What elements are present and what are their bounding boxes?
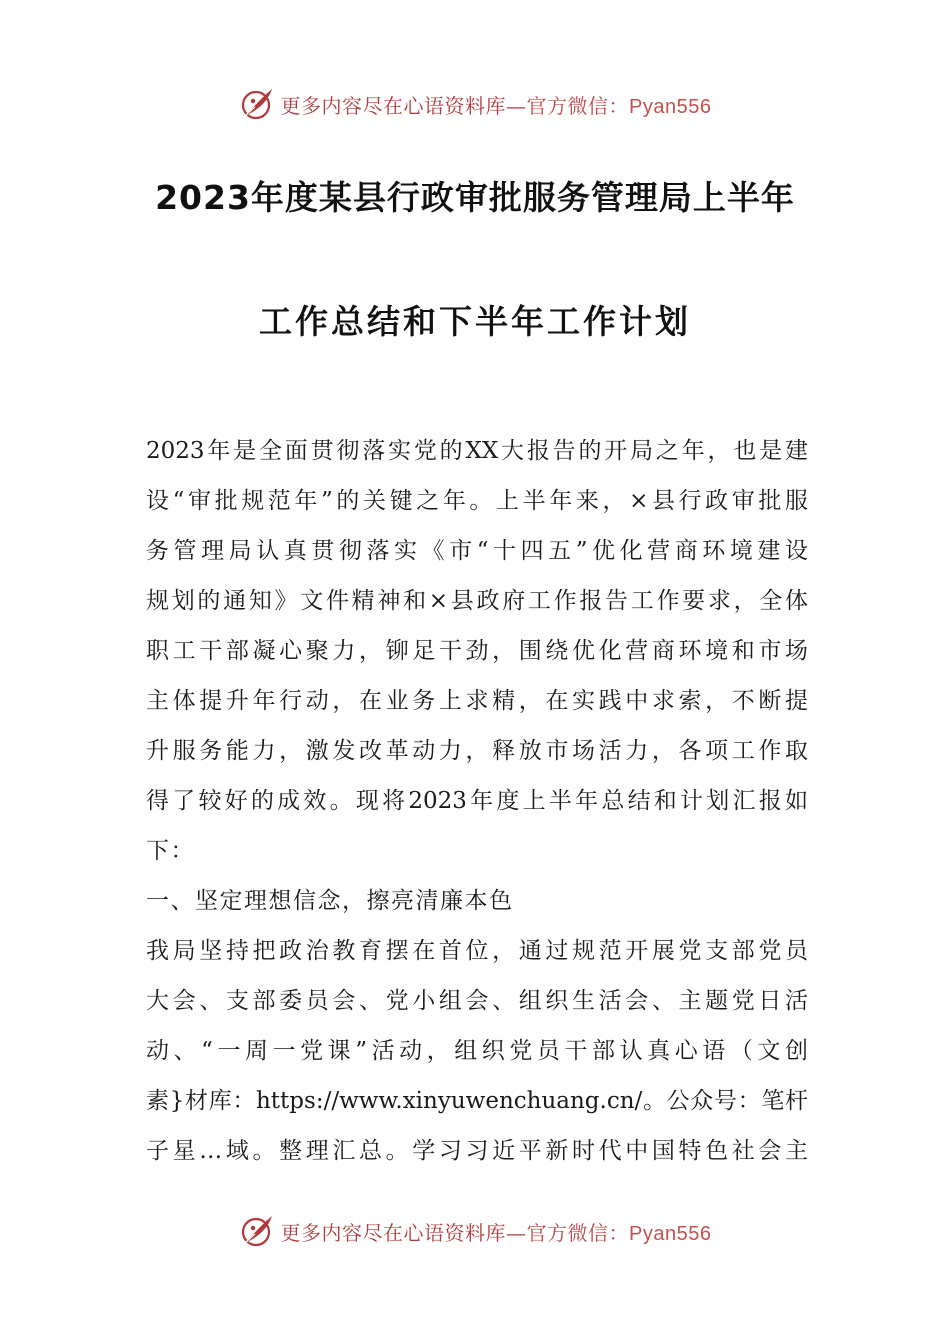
banner-slogan: 更多内容尽在心语资料库: [280, 93, 507, 118]
document-title-line-1: 2023年度某县行政审批服务管理局上半年: [155, 178, 795, 217]
banner-wechat-id: Pyan556: [629, 95, 712, 118]
banner-wechat-id: Pyan556: [629, 1222, 712, 1245]
banner-text: [281, 90, 712, 119]
body-line: 设“审批规范年”的关键之年。上半年来，×县行政审批服: [146, 488, 808, 514]
section-heading: 一、坚定理想信念，擦亮清廉本色: [146, 888, 514, 914]
body-line: 职工干部凝心聚力，铆足干劲，围绕优化营商环境和市场: [146, 638, 808, 664]
body-line: 下：: [146, 838, 195, 864]
banner-separator: —: [506, 1220, 527, 1245]
banner-wechat-label: 官方微信：: [526, 1220, 630, 1245]
body-line: 规划的通知》文件精神和×县政府工作报告工作要求，全体: [146, 588, 808, 614]
header-banner: [0, 84, 950, 124]
body-line: 主体提升年行动，在业务上求精，在实践中求索，不断提: [146, 688, 808, 714]
banner-text: [281, 1217, 712, 1246]
body-line: 大会、支部委员会、党小组会、组织生活会、主题党日活: [146, 988, 808, 1014]
quill-pen-icon: [239, 86, 275, 122]
quill-pen-icon: [239, 1213, 275, 1249]
banner-wechat-label: 官方微信：: [526, 93, 630, 118]
body-line: 2023年是全面贯彻落实党的XX大报告的开局之年，也是建: [146, 438, 808, 464]
body-line: 得了较好的成效。现将2023年度上半年总结和计划汇报如: [146, 788, 808, 814]
body-line: 升服务能力，激发改革动力，释放市场活力，各项工作取: [146, 738, 808, 764]
banner-slogan: 更多内容尽在心语资料库: [280, 1220, 507, 1245]
body-line: 动、“一周一党课”活动，组织党员干部认真心语（文创: [146, 1038, 808, 1064]
body-line: 子星…域。整理汇总。学习习近平新时代中国特色社会主: [146, 1138, 808, 1164]
footer-banner: [0, 1211, 950, 1251]
banner-separator: —: [506, 93, 527, 118]
body-line: 素}材库：https://www.xinyuwenchuang.cn/。公众号：笔杆: [146, 1088, 808, 1114]
document-body: [146, 426, 808, 1176]
body-line: 务管理局认真贯彻落实《市“十四五”优化营商环境建设: [146, 538, 808, 564]
body-line: 我局坚持把政治教育摆在首位，通过规范开展党支部党员: [146, 938, 808, 964]
document-title-line-2: 工作总结和下半年工作计划: [259, 302, 691, 341]
